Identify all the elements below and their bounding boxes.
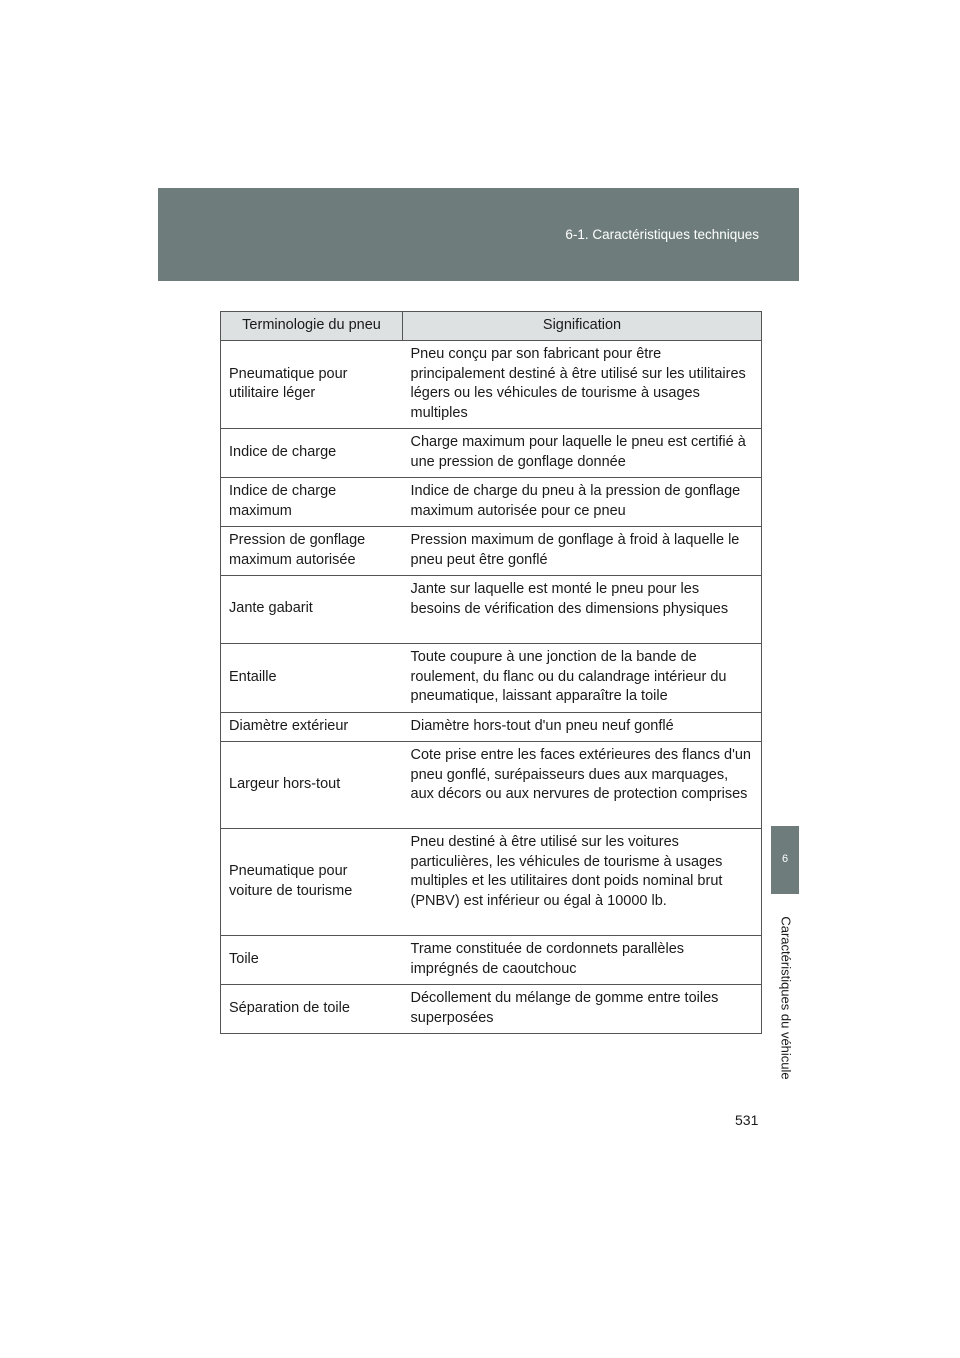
table-row (221, 936, 762, 985)
meaning-cell: Pneu conçu par son fabricant pour être principalement destiné à être utilisé sur les utilitaires légers ou les véhicules de tourisme à usages multiples (403, 341, 762, 429)
meaning-cell: Cote prise entre les faces extérieures des flancs d'un pneu gonflé, surépaisseurs dues aux marquages, aux décors ou aux nervures de protection comprises (403, 742, 762, 829)
chapter-side-label (772, 900, 800, 1095)
table-header-row (221, 312, 762, 341)
term-cell: Pression de gonflage maximum autorisée (221, 527, 403, 576)
term-cell: Largeur hors-tout (221, 742, 403, 829)
meaning-cell: Indice de charge du pneu à la pression de gonflage maximum autorisée pour ce pneu (403, 478, 762, 527)
table-row (221, 341, 762, 429)
chapter-number: 6 (781, 853, 789, 865)
table-row (221, 712, 762, 742)
meaning-cell: Pression maximum de gonflage à froid à laquelle le pneu peut être gonflé (403, 527, 762, 576)
term-cell: Jante gabarit (221, 576, 403, 644)
term-cell: Indice de charge maximum (221, 478, 403, 527)
table-row (221, 527, 762, 576)
table-row (221, 478, 762, 527)
page-number: 531 (735, 1112, 759, 1128)
term-cell: Diamètre extérieur (221, 712, 403, 742)
table-row (221, 829, 762, 936)
chapter-tab (771, 826, 799, 894)
column-header-term: Terminologie du pneu (221, 312, 403, 341)
section-title: 6-1. Caractéristiques techniques (565, 227, 759, 242)
table-row (221, 742, 762, 829)
meaning-cell: Jante sur laquelle est monté le pneu pour les besoins de vérification des dimensions physiques (403, 576, 762, 644)
term-cell: Séparation de toile (221, 985, 403, 1034)
table-row (221, 644, 762, 713)
column-header-meaning: Signification (403, 312, 762, 341)
tire-terminology-table (220, 311, 762, 1034)
table-row (221, 576, 762, 644)
term-cell: Pneumatique pour voiture de tourisme (221, 829, 403, 936)
term-cell: Indice de charge (221, 429, 403, 478)
meaning-cell: Trame constituée de cordonnets parallèles imprégnés de caoutchouc (403, 936, 762, 985)
term-cell: Pneumatique pour utilitaire léger (221, 341, 403, 429)
section-header-band (158, 188, 799, 281)
table-row (221, 429, 762, 478)
term-cell: Toile (221, 936, 403, 985)
meaning-cell: Toute coupure à une jonction de la bande de roulement, du flanc ou du calandrage intérieur du pneumatique, laissant apparaître la toile (403, 644, 762, 713)
meaning-cell: Pneu destiné à être utilisé sur les voitures particulières, les véhicules de tourisme à usages multiples et les utilitaires dont poids nominal brut (PNBV) est inférieur ou égal à 10000 lb. (403, 829, 762, 936)
meaning-cell: Diamètre hors-tout d'un pneu neuf gonflé (403, 712, 762, 742)
chapter-label: Caractéristiques du véhicule (778, 915, 794, 1080)
table-row (221, 985, 762, 1034)
term-cell: Entaille (221, 644, 403, 713)
meaning-cell: Charge maximum pour laquelle le pneu est certifié à une pression de gonflage donnée (403, 429, 762, 478)
meaning-cell: Décollement du mélange de gomme entre toiles superposées (403, 985, 762, 1034)
